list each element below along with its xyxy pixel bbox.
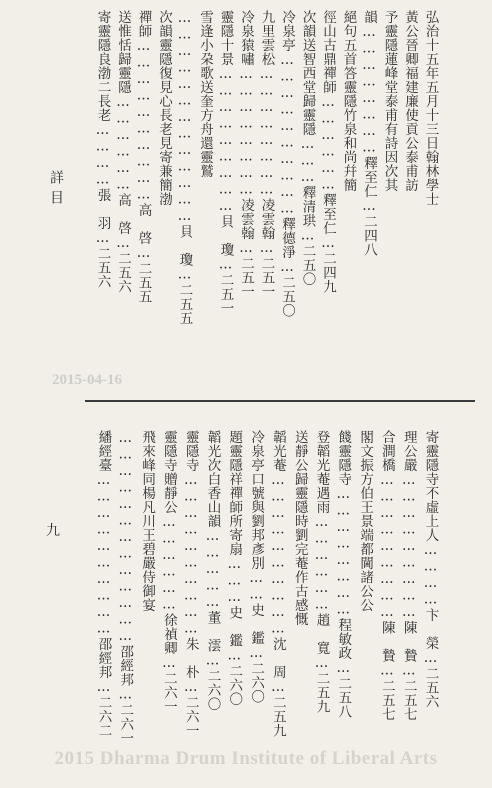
section-divider bbox=[85, 400, 475, 402]
toc-entry: 予靈隱蓮峰堂泰甫有詩因次其 bbox=[381, 10, 398, 192]
watermark-date: 2015-04-16 bbox=[52, 372, 122, 388]
toc-entry: 冷泉亭…………………………釋德淨…二五〇 bbox=[279, 10, 295, 318]
toc-entry: 餞靈隱寺……………………程敏政…二五八 bbox=[335, 430, 352, 719]
toc-entry: 冷泉猿嘯……………………凌雲翰…二五一 bbox=[238, 10, 254, 299]
toc-entry: 次韻送智西堂歸靈隱………釋清珙…二五〇 bbox=[299, 10, 316, 286]
toc-entry: 次韻靈隱復見心長老見寄兼簡渤 bbox=[156, 10, 172, 206]
toc-entry: 絕句五首答靈隱竹泉和尚幷簡 bbox=[340, 10, 357, 192]
toc-entry: 寄靈隱良渤二長老…………張 羽…二五六 bbox=[94, 10, 111, 289]
page-number: 九 bbox=[46, 523, 60, 539]
toc-entry: 禪師…………………………高 啓…二五五 bbox=[135, 10, 152, 304]
toc-entry: 閣文振方伯王景端都閫諸公公 bbox=[357, 430, 374, 612]
toc-entry: …………………………………貝 瓊…二五五 bbox=[176, 10, 193, 325]
toc-entry: 韜光菴…………………………沈 周…二五九 bbox=[269, 430, 286, 738]
toc-entry: 送惟恬歸靈隱………………高 啓…二五六 bbox=[115, 10, 131, 294]
toc-entry: 題靈隱祥禪師所寄扇………史 鑑…二六〇 bbox=[226, 430, 243, 706]
toc-entry: 靈隱十景………………………貝 瓊…二五一 bbox=[217, 10, 234, 315]
footer-watermark: 2015 Dharma Drum Institute of Liberal Arts bbox=[54, 748, 438, 769]
toc-entry: 冷泉亭口號與劉邦彥別……史 鑑…二六〇 bbox=[248, 430, 265, 704]
toc-entry: 寄靈隱寺不虛上人…………卞 榮…二五六 bbox=[422, 430, 439, 709]
bottom-half bbox=[0, 420, 492, 745]
toc-entry: 靈隱寺贈靜公………………徐禎卿…二六一 bbox=[160, 430, 177, 714]
toc-entry: 雪逢小朶歌送奎方舟還靈鷲 bbox=[197, 10, 213, 178]
toc-entry: 登韜光菴遇雨………………趙 寬…二五九 bbox=[313, 430, 330, 714]
toc-entry: 黃公晉卿福建廉使貢公泰甫訪 bbox=[402, 10, 418, 192]
toc-entry: …………………………………邵經邦…二六一 bbox=[117, 430, 134, 745]
toc-entry: 徑山古鼎禪師………………釋至仁…二四九 bbox=[320, 10, 336, 294]
toc-entry: 九里雲松……………………凌雲翰…二五一 bbox=[258, 10, 275, 299]
toc-entry: 韜光次白香山韻……………董 澐…二六〇 bbox=[204, 430, 221, 711]
top-half bbox=[0, 0, 492, 390]
toc-entry: 送靜公歸靈隱時劉完菴作古感慨 bbox=[291, 430, 308, 626]
toc-entry: 理公嚴………………………陳 贄…二五七 bbox=[400, 430, 417, 721]
toc-entry: 靈隱寺…………………………朱 朴…二六一 bbox=[182, 430, 199, 738]
toc-entry: 合澗橋………………………陳 贄…二五七 bbox=[378, 430, 395, 721]
toc-entry: 弘治十五年五月十三日翰林學士 bbox=[422, 10, 439, 206]
running-title: 詳目 bbox=[48, 170, 64, 210]
toc-entry: 韻……………………釋至仁…二四八 bbox=[361, 10, 377, 257]
toc-entry: 繙經臺…………………………邵經邦…二六二 bbox=[95, 430, 112, 738]
toc-entry: 飛來峰同楊凡川王碧嚴侍御宴 bbox=[139, 430, 156, 612]
